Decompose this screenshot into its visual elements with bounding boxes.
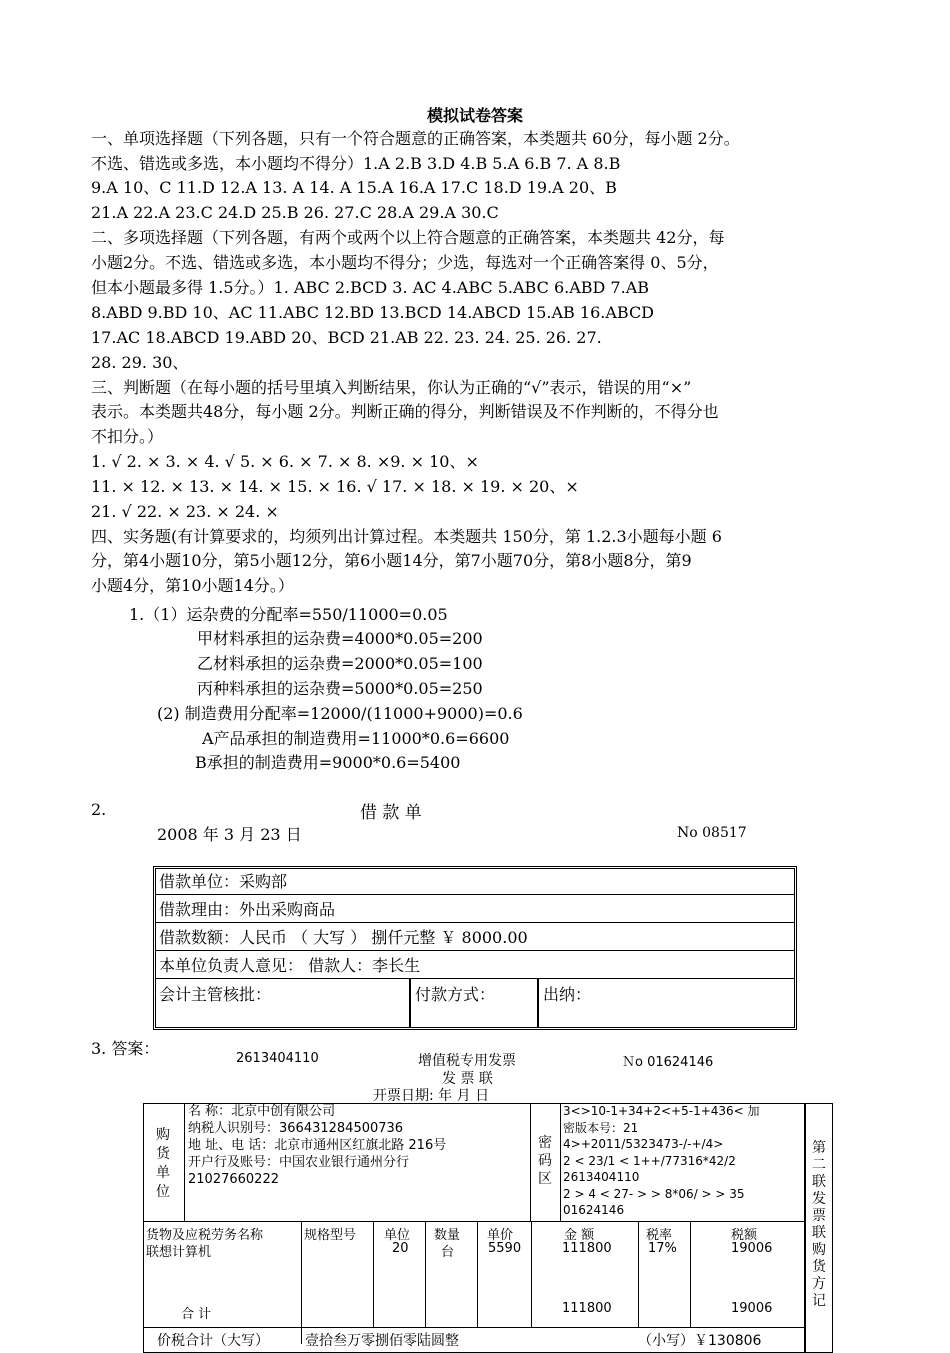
item-cell: 20 xyxy=(392,1241,409,1256)
page-title: 模拟试卷答案 xyxy=(426,106,523,125)
text-line: 21. √ 22. × 23. × 24. × xyxy=(91,502,279,521)
col-header: 数量 xyxy=(434,1228,461,1243)
cipher-area xyxy=(563,1103,760,1219)
loan-cell: 出纳： xyxy=(543,985,592,1004)
col-header: 规格型号 xyxy=(304,1228,357,1243)
text-line: 21.A 22.A 23.C 24.D 25.B 26. 27.C 28.A 29.A 30.C xyxy=(91,203,499,222)
sum-small: （小写）￥130806 xyxy=(638,1333,762,1349)
sum-words: 壹拾叁万零捌佰零陆圆整 xyxy=(305,1333,459,1349)
col-header: 单位 xyxy=(384,1228,411,1243)
loan-title: 借 款 单 xyxy=(360,803,422,823)
text-line: 不扣分。） xyxy=(91,427,164,446)
loan-row: 本单位负责人意见： 借款人：李长生 xyxy=(156,953,794,979)
calc-line: 乙材料承担的运杂费=2000*0.05=100 xyxy=(197,654,483,673)
col-header: 税额 xyxy=(731,1228,758,1243)
item-cell: 5590 xyxy=(488,1241,522,1256)
col-header: 金 额 xyxy=(564,1228,595,1243)
item-cell: 17% xyxy=(648,1241,677,1256)
question-number: 2. xyxy=(91,800,107,819)
buyer-label: 购货单位 xyxy=(156,1127,170,1200)
text-line: 一、单项选择题（下列各题，只有一个符合题意的正确答案，本类题共 60分，每小题 2分。 xyxy=(91,129,740,148)
text-line: 17.AC 18.ABCD 19.ABD 20、BCD 21.AB 22. 23. 24. 25. 26. 27. xyxy=(91,328,602,347)
total-amount: 111800 xyxy=(562,1301,612,1316)
text-line: 三、判断题（在每小题的括号里填入判断结果，你认为正确的“√”表示，错误的用“×” xyxy=(91,378,692,397)
loan-row: 借款理由：外出采购商品 xyxy=(156,897,794,923)
text-line: 不选、错选或多选，本小题均不得分）1.A 2.B 3.D 4.B 5.A 6.B 7. A 8.B xyxy=(91,154,621,173)
buyer-line: 名 称：北京中创有限公司 xyxy=(188,1104,336,1119)
text-line: 表示。本类题共48分，每小题 2分。判断正确的得分，判断错误及不作判断的，不得分也 xyxy=(91,402,719,421)
total-label: 合 计 xyxy=(181,1307,212,1322)
calc-line: B承担的制造费用=9000*0.6=5400 xyxy=(195,753,461,772)
buyer-line: 地 址、电 话：北京市通州区红旗北路 216号 xyxy=(188,1138,447,1153)
loan-row: 借款数额：人民币 （ 大写 ） 捌仟元整 ￥ 8000.00 xyxy=(156,925,794,951)
col-header: 税率 xyxy=(646,1228,673,1243)
buyer-line: 开户行及账号：中国农业银行通州分行 xyxy=(188,1155,410,1170)
item-cell: 联想计算机 xyxy=(146,1245,212,1260)
text-line: 但本小题最多得 1.5分。）1. ABC 2.BCD 3. AC 4.ABC 5.ABC 6.ABD 7.AB xyxy=(91,278,650,297)
text-line: 小题2分。不选、错选或多选，本小题均不得分；少选，每选对一个正确答案得 0、5分， xyxy=(91,253,719,272)
total-tax: 19006 xyxy=(731,1301,773,1316)
item-cell: 台 xyxy=(441,1245,455,1260)
cipher-line: 2 > 4 < 27- > > 8*06/ > > 35 xyxy=(563,1186,745,1201)
question-number: 3. 答案： xyxy=(91,1039,160,1058)
cipher-line: 01624146 xyxy=(563,1203,625,1217)
invoice-code: 2613404110 xyxy=(236,1051,319,1066)
cipher-line: 2613404110 xyxy=(563,1170,640,1184)
loan-cell: 会计主管核批： xyxy=(159,985,272,1004)
invoice-title: 增值税专用发票 xyxy=(418,1053,516,1069)
invoice-subtitle: 发 票 联 xyxy=(442,1071,493,1087)
buyer-line: 纳税人识别号：366431284500736 xyxy=(188,1121,404,1136)
calc-line: A产品承担的制造费用=11000*0.6=6600 xyxy=(202,729,510,748)
sum-label: 价税合计（大写） xyxy=(157,1333,269,1349)
cipher-line: 4>+2011/5323473-/-+/4> xyxy=(563,1137,724,1151)
buyer-info xyxy=(188,1103,446,1188)
loan-date: 2008 年 3 月 23 日 xyxy=(157,825,302,844)
col-header: 单价 xyxy=(487,1228,514,1243)
copy-label: 第二联 发票联 购货方记 xyxy=(812,1140,826,1309)
text-line: 分，第4小题10分，第5小题12分，第6小题14分，第7小题70分，第8小题8分，第9 xyxy=(91,551,692,570)
cipher-line: 密版本号：21 xyxy=(563,1120,639,1135)
text-line: 8.ABD 9.BD 10、AC 11.ABC 12.BD 13.BCD 14.ABCD 15.AB 16.ABCD xyxy=(91,303,655,322)
buyer-line: 21027660222 xyxy=(188,1172,279,1187)
loan-number: No 08517 xyxy=(677,825,747,841)
cipher-line: 3<>10-1+34+2<+5-1+436< 加 xyxy=(563,1104,760,1118)
text-line: 1. √ 2. × 3. × 4. √ 5. × 6. × 7. × 8. ×9. × 10、× xyxy=(91,452,479,471)
text-line: 11. × 12. × 13. × 14. × 15. × 16. √ 17. × 18. × 19. × 20、× xyxy=(91,477,579,496)
cipher-label: 密码区 xyxy=(538,1135,552,1187)
invoice-number: Ｎo 01624146 xyxy=(622,1055,714,1070)
text-line: 9.A 10、C 11.D 12.A 13. A 14. A 15.A 16.A 17.C 18.D 19.A 20、B xyxy=(91,178,617,197)
cipher-line: 2 < 23/1 < 1++/77316*42/2 xyxy=(563,1153,736,1168)
col-header: 货物及应税劳务名称 xyxy=(146,1228,264,1243)
calc-line: (2) 制造费用分配率=12000/(11000+9000)=0.6 xyxy=(157,704,523,723)
item-cell: 19006 xyxy=(731,1241,773,1256)
text-line: 小题4分，第10小题14分。） xyxy=(91,576,294,595)
loan-cell: 付款方式： xyxy=(415,985,496,1004)
loan-row: 借款单位：采购部 xyxy=(156,869,794,895)
invoice-date: 开票日期: 年 月 日 xyxy=(373,1088,490,1104)
calc-line: 甲材料承担的运杂费=4000*0.05=200 xyxy=(197,629,483,648)
text-line: 28. 29. 30、 xyxy=(91,353,189,372)
text-line: 二、多项选择题（下列各题，有两个或两个以上符合题意的正确答案，本类题共 42分，每 xyxy=(91,228,725,247)
calc-line: 丙种料承担的运杂费=5000*0.05=250 xyxy=(197,679,483,698)
calc-line: 1.（1）运杂费的分配率=550/11000=0.05 xyxy=(129,605,448,624)
loan-table xyxy=(153,866,797,1030)
item-cell: 111800 xyxy=(562,1241,612,1256)
text-line: 四、实务题(有计算要求的，均须列出计算过程。本类题共 150分，第 1.2.3小题每小题 6 xyxy=(91,527,722,546)
